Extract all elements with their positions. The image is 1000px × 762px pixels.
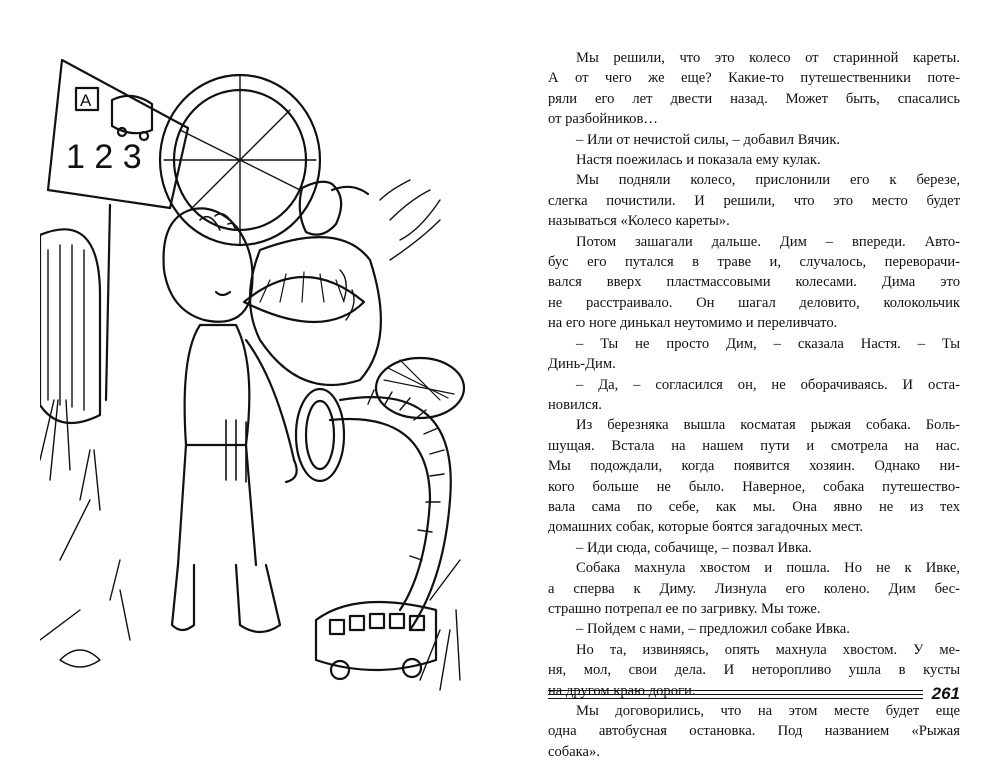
footer-rule: [548, 690, 923, 691]
text-line: ня, мол, свои дела. И неторопливо ушла в кусты: [548, 662, 960, 679]
text-line: собака».: [548, 743, 600, 760]
sign-numbers: 1 2 3: [66, 138, 142, 176]
paragraph-8: [548, 415, 960, 537]
text-line: Настя поежилась и показала ему кулак.: [576, 152, 821, 169]
text-line: называться «Колесо кареты».: [548, 213, 730, 230]
text-line: одна автобусная остановка. Под названием «Рыжая: [548, 723, 960, 740]
text-line: ряли его лет двести назад. Может быть, спасались: [548, 90, 960, 107]
text-line: Потом зашагали дальше. Дим – впереди. Авто-: [576, 233, 960, 250]
paragraph-13: [548, 701, 960, 762]
illustration: [40, 40, 480, 710]
text-line: Но та, извиняясь, опять махнула хвостом. У ме-: [576, 641, 960, 658]
text-line: а сперва к Диму. Лизнула его колено. Дим бес-: [548, 580, 960, 597]
text-line: вала сама по себе, как мы. Она явно не из тех: [548, 498, 960, 515]
text-line: – Или от нечистой силы, – добавил Вячик.: [576, 131, 841, 148]
text-line: на его ноге динькал неутомимо и переливчато.: [548, 315, 838, 332]
text-line: шущая. Встала на нашем пути и смотрела на нас.: [548, 437, 960, 454]
footer-rule: [548, 698, 923, 699]
text-line: кого больше не было. Наверное, собака путешество-: [548, 478, 960, 495]
paragraph-5: [548, 232, 960, 334]
text-line: бус его путался в траве и, случалось, переворачи-: [548, 254, 960, 271]
paragraph-1: [548, 48, 960, 130]
curved-rail: [330, 397, 451, 630]
text-line: – Да, – согласился он, не оборачиваясь. И оста-: [576, 376, 960, 393]
text-line: Динь-Дим.: [548, 356, 616, 373]
text-line: – Ты не просто Дим, – сказала Настя. – Ты: [576, 335, 960, 352]
text-line: Собака махнула хвостом и пошла. Но не к Ивке,: [576, 560, 960, 577]
text-line: страшно потрепал ее по загривку. Мы тоже.: [548, 600, 821, 617]
text-line: – Пойдем с нами, – предложил собаке Ивка.: [576, 621, 850, 638]
paragraph-7: [548, 375, 960, 416]
page-number: 261: [931, 684, 960, 703]
text-line: на другом краю дороги.: [548, 682, 696, 699]
text-line: домашних собак, которые боятся загадочных мест.: [548, 519, 864, 536]
text-line: новился.: [548, 396, 602, 413]
toy-bus: [316, 602, 436, 670]
text-line: Мы подняли колесо, прислонили его к березе,: [576, 172, 960, 189]
text-line: от разбойников…: [548, 111, 658, 128]
page-footer: [548, 682, 960, 706]
text-line: Мы решили, что это колесо от старинной кареты.: [576, 50, 960, 66]
stone-object: [250, 237, 381, 385]
boy-figure: [164, 208, 253, 321]
text-line: – Иди сюда, собачище, – позвал Ивка.: [576, 539, 812, 556]
text-line: вался вверх пластмассовыми колесами. Дима это: [548, 274, 960, 291]
text-line: Из березняка вышла косматая рыжая собака. Боль-: [576, 417, 960, 434]
paragraph-9: [548, 538, 960, 558]
paragraph-4: [548, 170, 960, 231]
round-object: [296, 389, 344, 481]
sign-letter: А: [80, 91, 92, 110]
text-line: слегка почистили. И решили, что это место будет: [548, 192, 960, 209]
paragraph-6: [548, 334, 960, 375]
paragraph-11: [548, 619, 960, 639]
paragraph-2: [548, 130, 960, 150]
footer-rule: [548, 694, 923, 695]
text-line: Мы подождали, когда появится хозяин. Однако ни-: [548, 458, 960, 475]
text-line: не расстраивало. Он шагал деловито, колокольчик: [548, 294, 960, 311]
text-line: Мы договорились, что на этом месте будет еще: [576, 703, 960, 719]
text-line: А от чего же еще? Какие-то путешественники поте-: [548, 70, 960, 87]
text-column: [548, 48, 960, 762]
grass: [40, 400, 460, 690]
paragraph-10: [548, 558, 960, 619]
paragraph-3: [548, 150, 960, 170]
